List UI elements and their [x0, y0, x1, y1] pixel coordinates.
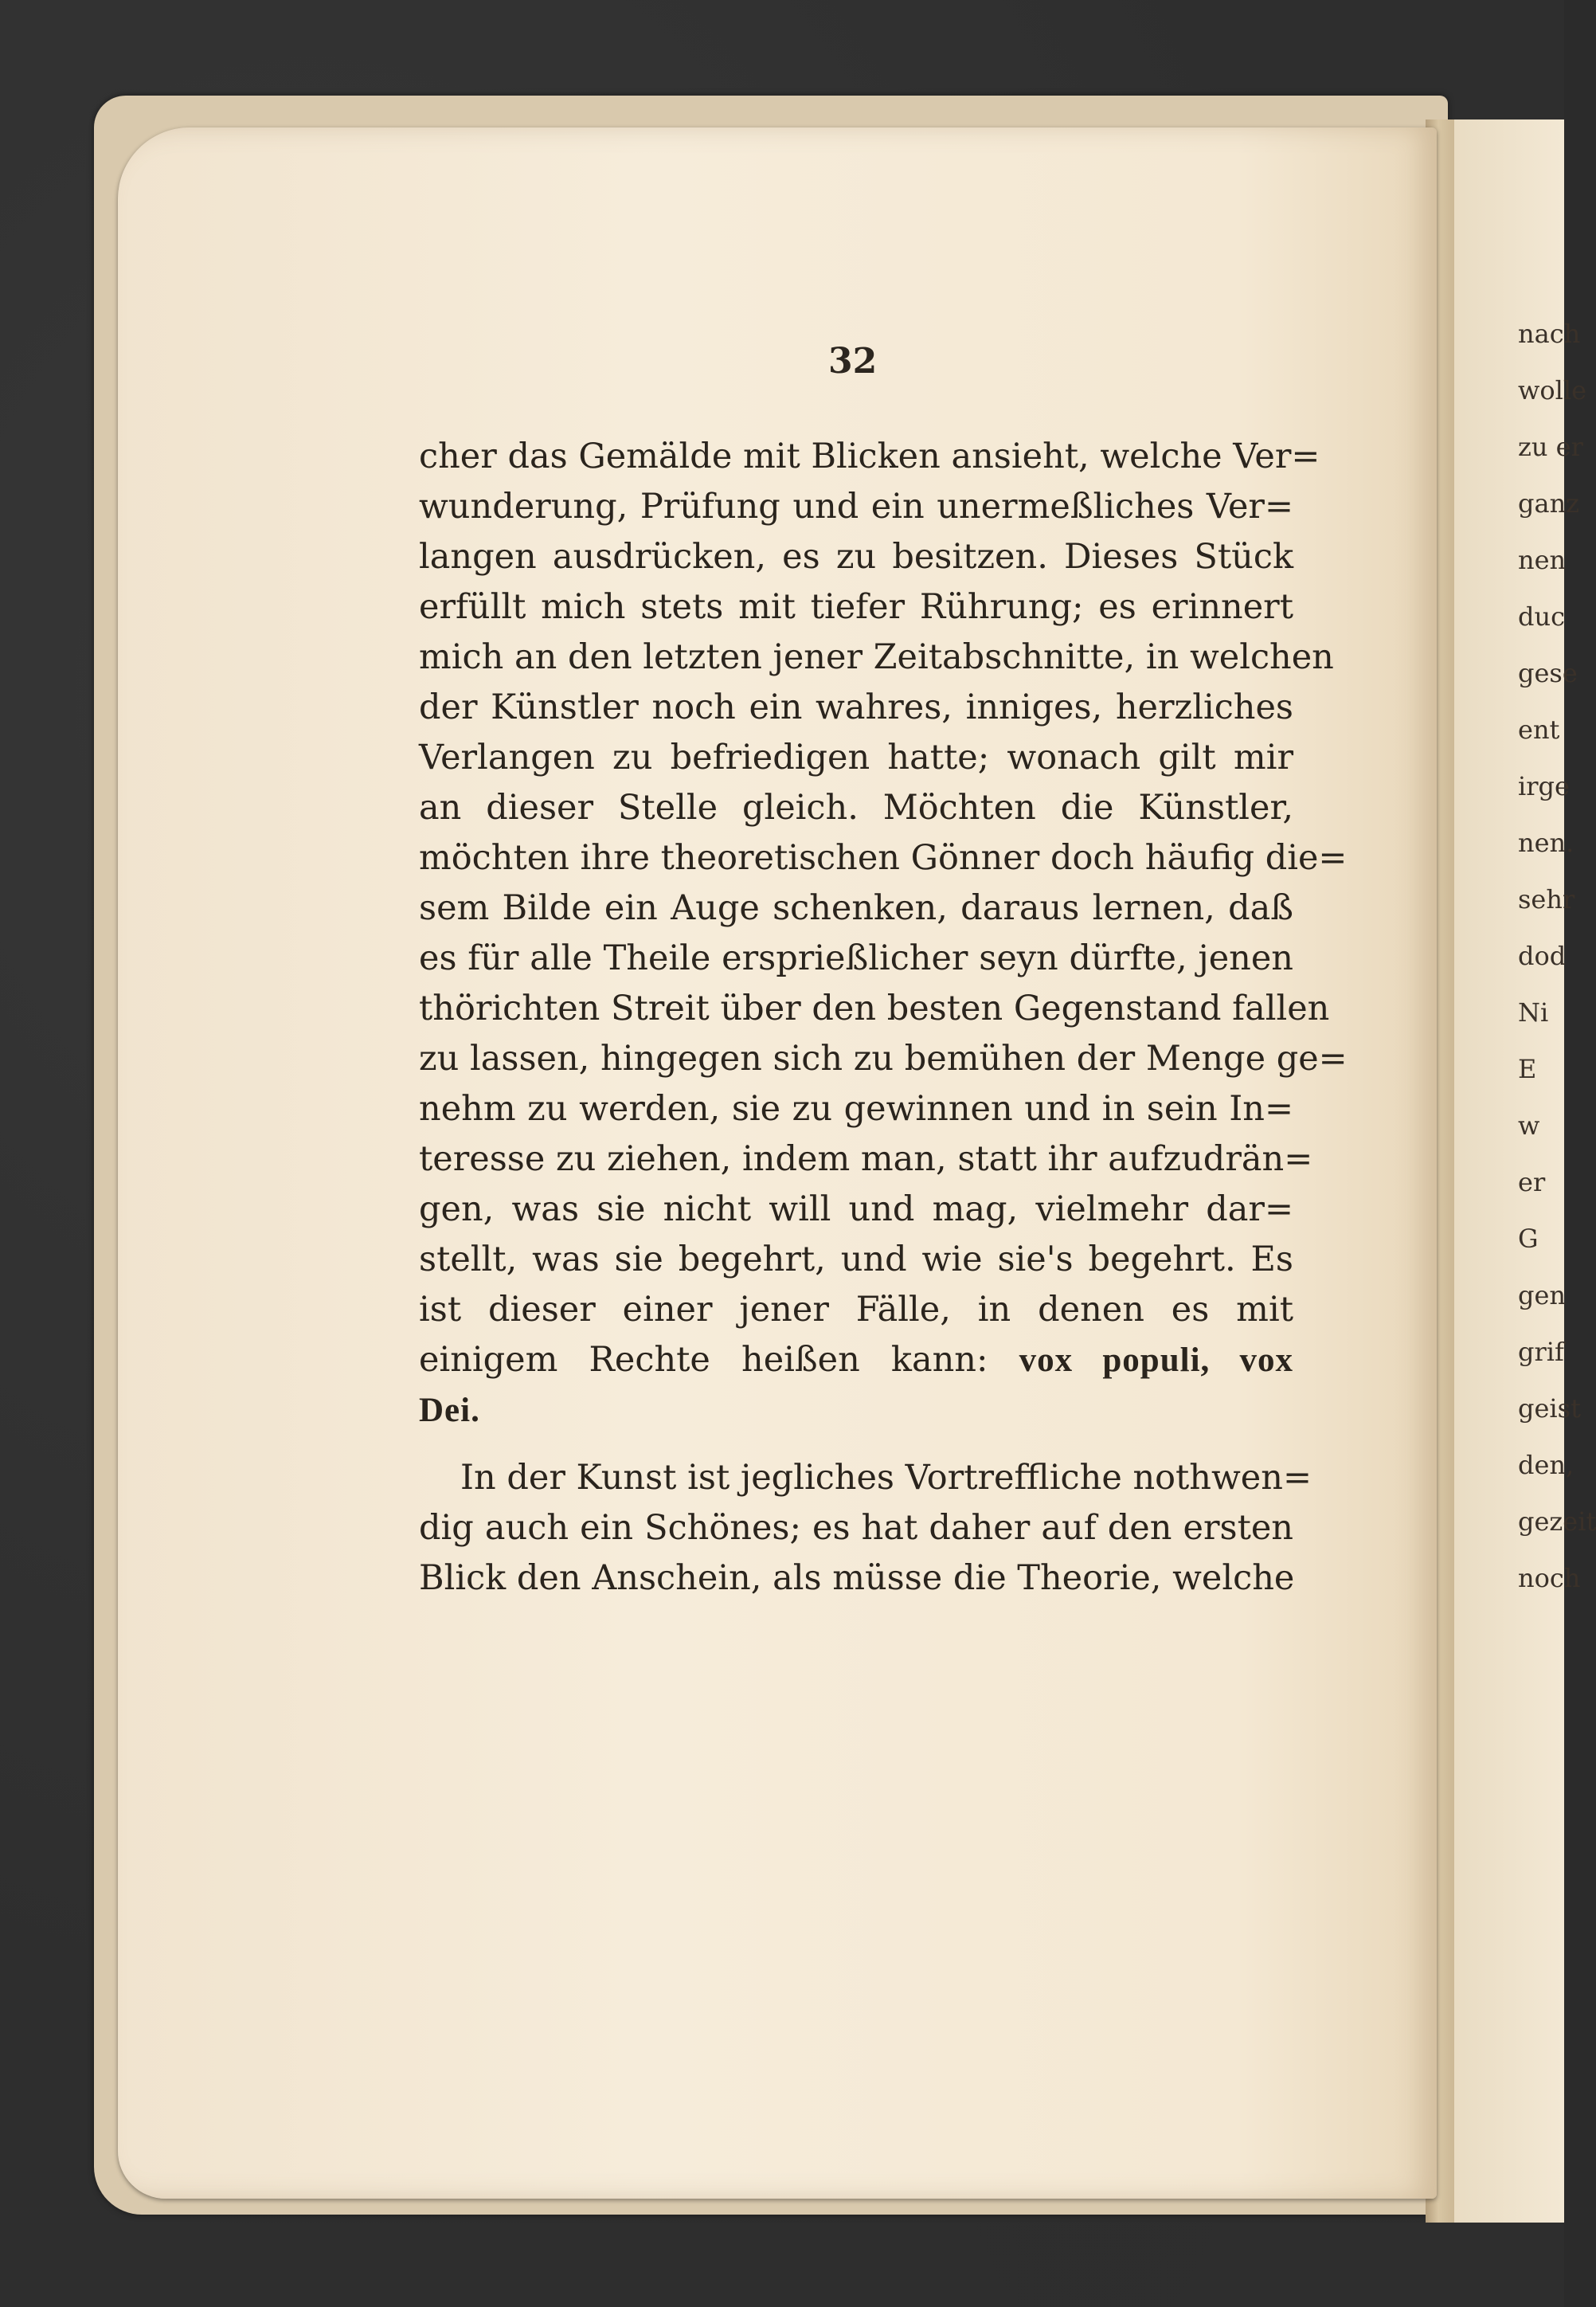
text-line: möchten ihre theoretischen Gönner doch häufig die= [419, 838, 1348, 878]
text-line: teresse zu ziehen, indem man, statt ihr aufzudrän= [419, 1139, 1313, 1179]
facing-page-fragment: noch [1518, 1563, 1581, 1593]
text-line: gen, was sie nicht will und mag, vielmehr dar= [419, 1189, 1293, 1229]
facing-page-fragment: gezeit [1518, 1506, 1596, 1537]
text-line: ist dieser einer jener Fälle, in denen es mit [419, 1290, 1293, 1330]
facing-page-fragment: zu er [1518, 432, 1583, 462]
paragraph-1 [419, 432, 1348, 1436]
text-line: stellt, was sie begehrt, und wie sie's begehrt. Es [419, 1240, 1293, 1279]
facing-page-fragment: Ni [1518, 997, 1549, 1028]
facing-page-fragment: gen [1518, 1280, 1567, 1310]
facing-page-fragment: sehr [1518, 884, 1575, 915]
text-line: Verlangen zu befriedigen hatte; wonach gilt mir [419, 738, 1293, 777]
text-line: langen ausdrücken, es zu besitzen. Dieses Stück [419, 537, 1293, 577]
facing-page-fragment: wolle [1518, 375, 1587, 405]
text-line: an dieser Stelle gleich. Möchten die Künstler, [419, 788, 1293, 828]
facing-page-fragment: w [1518, 1110, 1540, 1141]
facing-page-fragment: nach [1518, 319, 1581, 349]
quote-end-line [419, 1385, 1293, 1436]
facing-page-fragment: irge [1518, 771, 1570, 801]
facing-page-fragment: nen. [1518, 828, 1574, 858]
text-line: Blick den Anschein, als müsse die Theorie, welche [419, 1558, 1295, 1598]
facing-page [1454, 119, 1596, 2223]
quote-prefix: einigem Rechte heißen kann: [419, 1340, 988, 1380]
facing-page-fragment: geist [1518, 1393, 1581, 1424]
facing-page-fragment: ent [1518, 715, 1560, 745]
facing-page-fragment: G [1518, 1224, 1539, 1254]
text-line: sem Bilde ein Auge schenken, daraus lernen, daß [419, 888, 1293, 928]
latin-quote-end: Dei. [419, 1392, 480, 1429]
facing-page-fragment: er [1518, 1167, 1546, 1197]
page-text [419, 432, 1348, 1604]
latin-quote: vox populi, vox [1019, 1342, 1294, 1379]
text-line: mich an den letzten jener Zeitabschnitte, in welchen [419, 637, 1334, 677]
text-line: erfüllt mich stets mit tiefer Rührung; es erinnert [419, 587, 1293, 627]
text-line: wunderung, Prüfung und ein unermeßliches Ver= [419, 487, 1293, 527]
facing-page-fragment: ganz [1518, 488, 1580, 519]
text-line: cher das Gemälde mit Blicken ansieht, welche Ver= [419, 437, 1320, 476]
facing-page-fragment: E [1518, 1054, 1537, 1084]
text-line: zu lassen, hingegen sich zu bemühen der Menge ge= [419, 1039, 1348, 1079]
quote-line [419, 1335, 1293, 1385]
text-line: dig auch ein Schönes; es hat daher auf den ersten [419, 1508, 1293, 1548]
facing-page-fragment: gese [1518, 658, 1578, 688]
text-line: der Künstler noch ein wahres, inniges, herzliches [419, 687, 1293, 727]
facing-page-fragment: dod [1518, 941, 1567, 971]
facing-page-fragment: den, [1518, 1450, 1574, 1480]
text-line: es für alle Theile ersprießlicher seyn dürfte, jenen [419, 938, 1293, 978]
text-line: thörichten Streit über den besten Gegenstand fallen [419, 989, 1330, 1028]
text-line: In der Kunst ist jegliches Vortreffliche nothwen= [460, 1458, 1312, 1498]
page-number: 32 [828, 341, 878, 382]
paragraph-2 [419, 1453, 1312, 1604]
facing-page-fragment: grif [1518, 1337, 1564, 1367]
facing-page-fragment: duc [1518, 601, 1566, 632]
text-line: nehm zu werden, sie zu gewinnen und in sein In= [419, 1089, 1293, 1129]
facing-page-fragment: nen [1518, 545, 1567, 575]
